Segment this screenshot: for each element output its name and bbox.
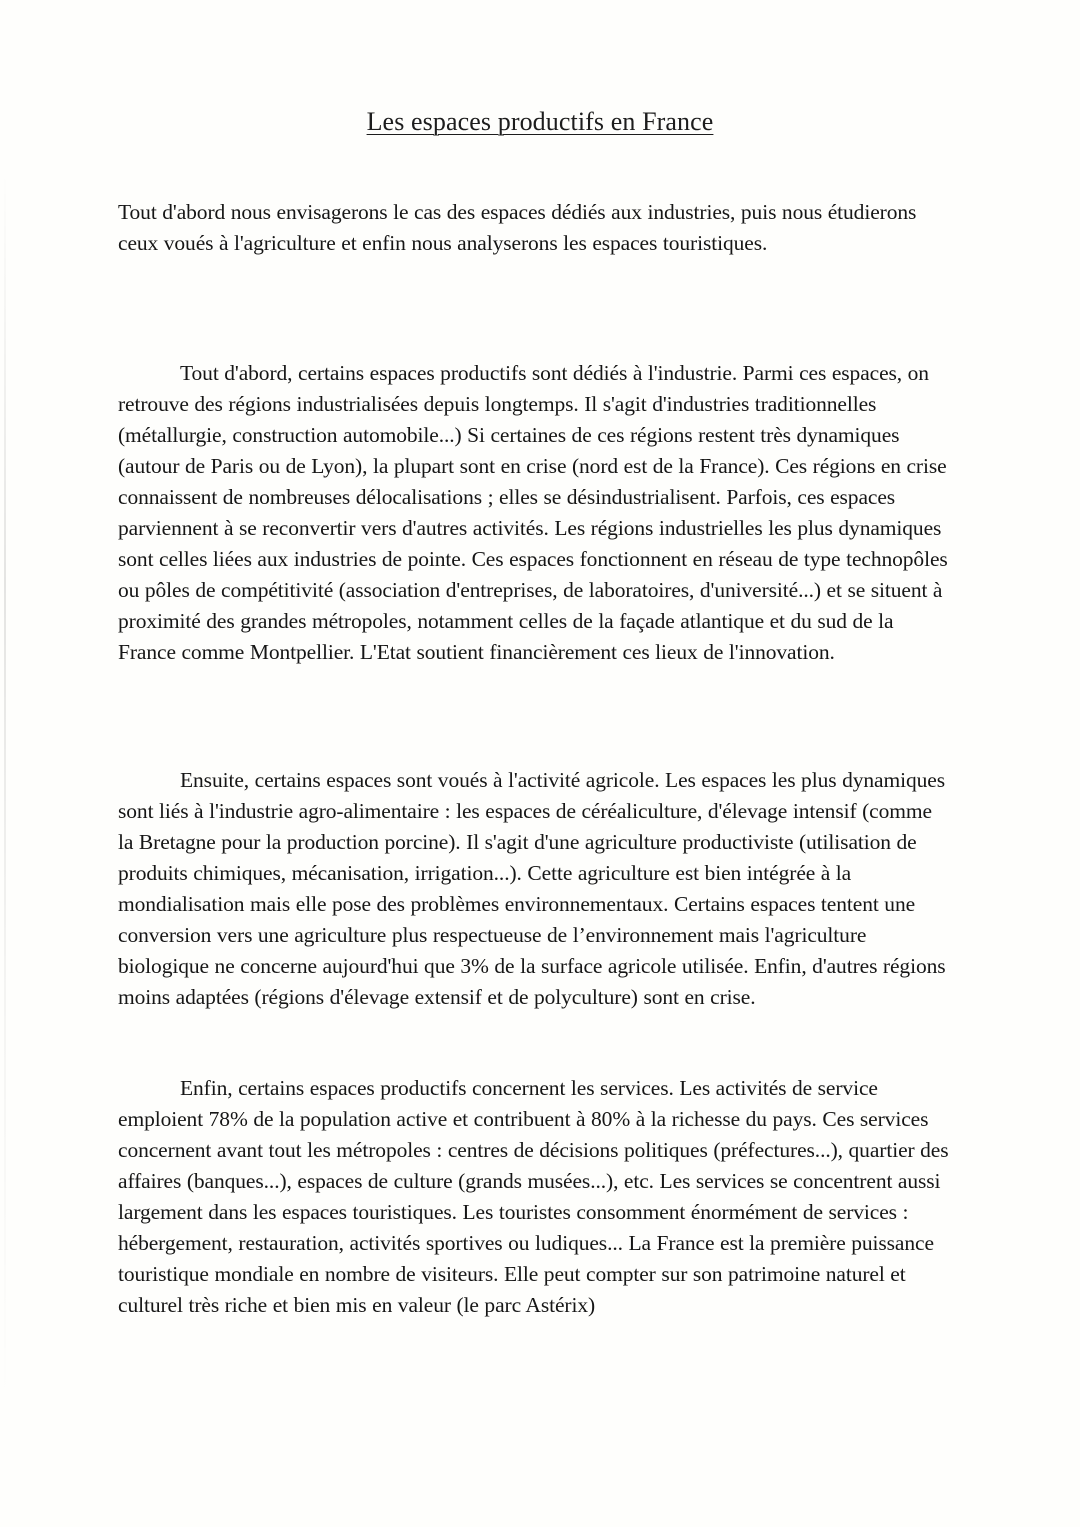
- document-title: Les espaces productifs en France: [366, 107, 714, 136]
- intro-paragraph: Tout d'abord nous envisagerons le cas des espaces dédiés aux industries, puis nous étudierons ceux voués à l'agriculture et enfin nous analyserons les espaces touristiques.: [118, 200, 917, 255]
- services-paragraph: Enfin, certains espaces productifs concernent les services. Les activités de service emploient 78% de la population active et contribuent à 80% à la richesse du pays. Ces services concernent avant tout les métropoles : centres de décisions politiques (préfectures...), quartier des affaires (banques...), espaces de culture (grands musées...), etc. Les services se concentrent aussi largement dans les espaces touristiques. Les touristes consomment énormément de services : hébergement, restauration, activités sportives ou ludiques... La France est la première puissance touristique mondiale en nombre de visiteurs. Elle peut compter sur son patrimoine naturel et culturel très riche et bien mis en valeur (le parc Astérix): [118, 1076, 949, 1317]
- industry-paragraph: Tout d'abord, certains espaces productifs sont dédiés à l'industrie. Parmi ces espaces, on retrouve des régions industrialisées depuis longtemps. Il s'agit d'industries traditionnelles (métallurgie, construction automobile...) Si certaines de ces régions restent très dynamiques (autour de Paris ou de Lyon), la plupart sont en crise (nord est de la France). Ces régions en crise connaissent de nombreuses délocalisations ; elles se désindustrialisent. Parfois, ces espaces parviennent à se reconvertir vers d'autres activités. Les régions industrielles les plus dynamiques sont celles liées aux industries de pointe. Ces espaces fonctionnent en réseau de type technopôles ou pôles de compétitivité (association d'entreprises, de laboratoires, d'université...) et se situent à proximité des grandes métropoles, notamment celles de la façade atlantique et du sud de la France comme Montpellier. L'Etat soutient financièrement ces lieux de l'innovation.: [118, 361, 948, 664]
- scan-edge-shadow: [4, 170, 6, 1410]
- agriculture-paragraph: Ensuite, certains espaces sont voués à l'activité agricole. Les espaces les plus dynamiques sont liés à l'industrie agro-alimentaire : les espaces de céréaliculture, d'élevage intensif (comme la Bretagne pour la production porcine). Il s'agit d'une agriculture productiviste (utilisation de produits chimiques, mécanisation, irrigation...). Cette agriculture est bien intégrée à la mondialisation mais elle pose des problèmes environnementaux. Certains espaces tentent une conversion vers une agriculture plus respectueuse de l’environnement mais l'agriculture biologique ne concerne aujourd'hui que 3% de la surface agricole utilisée. Enfin, d'autres régions moins adaptées (régions d'élevage extensif et de polyculture) sont en crise.: [118, 768, 946, 1009]
